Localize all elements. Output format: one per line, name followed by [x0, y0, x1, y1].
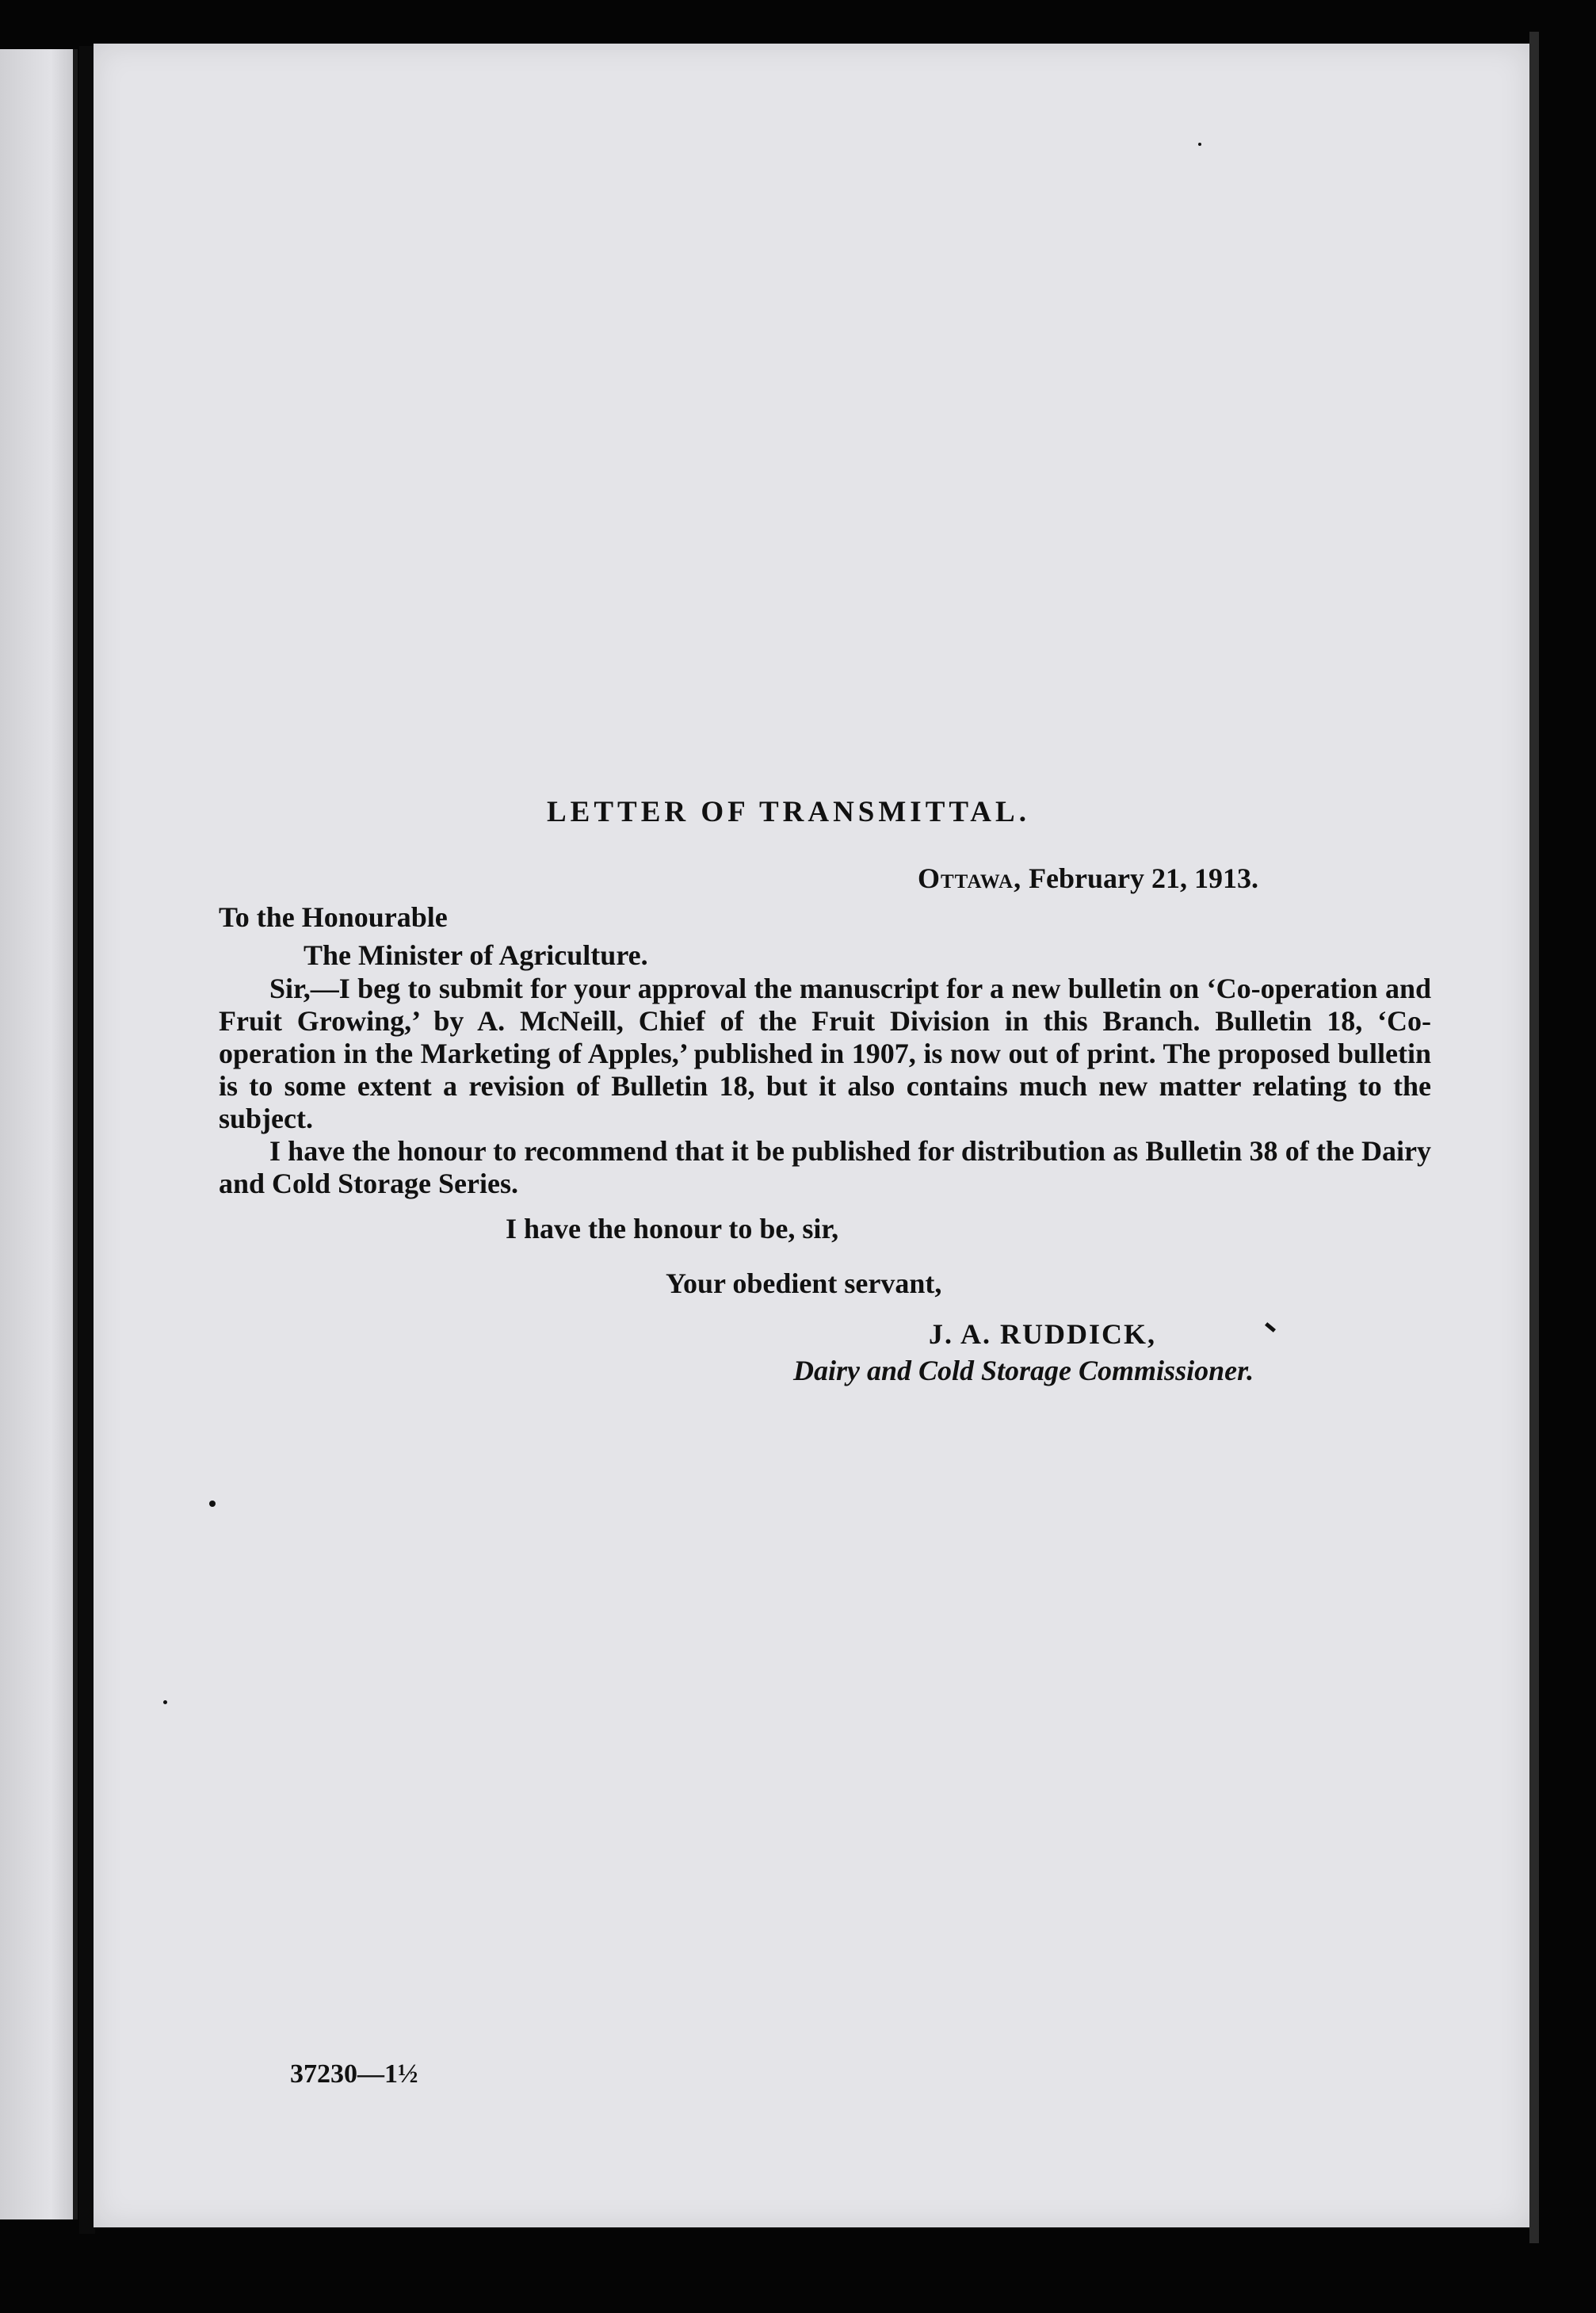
binding-shadow [79, 46, 95, 2234]
dateline [918, 862, 1258, 894]
print-code: 37230—1½ [290, 2059, 418, 2089]
body-paragraph-2: I have the honour to recommend that it be published for distribution as Bulletin 38 of the Dairy and Cold Storage Series. [219, 1135, 1431, 1199]
ink-speck [163, 1700, 167, 1704]
closing-line-1: I have the honour to be, sir, [506, 1213, 839, 1244]
letter-title: LETTER OF TRANSMITTAL. [547, 796, 1030, 828]
body-paragraph-1: Sir,—I beg to submit for your approval the manuscript for a new bulletin on ‘Co-operation and Fruit Growing,’ by A. McNeill, Chief of the Fruit Division in this Branch. Bulletin 18, ‘Co-operation in the Marketing of Apples,’ published in 1907, is now out of print. The proposed bulletin is to some extent a revision of Bulletin 18, but it also contains much new matter relating to the subject. [219, 973, 1431, 1134]
salutation-line-2: The Minister of Agriculture. [304, 939, 648, 971]
closing-line-2: Your obedient servant, [666, 1267, 942, 1299]
ink-speck [1265, 1322, 1276, 1332]
ink-speck [1198, 143, 1201, 146]
salutation-line-1: To the Honourable [219, 901, 448, 933]
signature-name: J. A. RUDDICK, [929, 1318, 1157, 1350]
ink-speck [209, 1501, 216, 1507]
signature-title: Dairy and Cold Storage Commissioner. [793, 1355, 1254, 1386]
page-text [94, 44, 1529, 2227]
document-page [94, 44, 1529, 2227]
dateline-date: February 21, 1913. [1029, 862, 1259, 894]
dateline-place: Ottawa, [918, 862, 1022, 894]
facing-page-edge [0, 49, 78, 2219]
right-page-edge [1529, 32, 1539, 2243]
